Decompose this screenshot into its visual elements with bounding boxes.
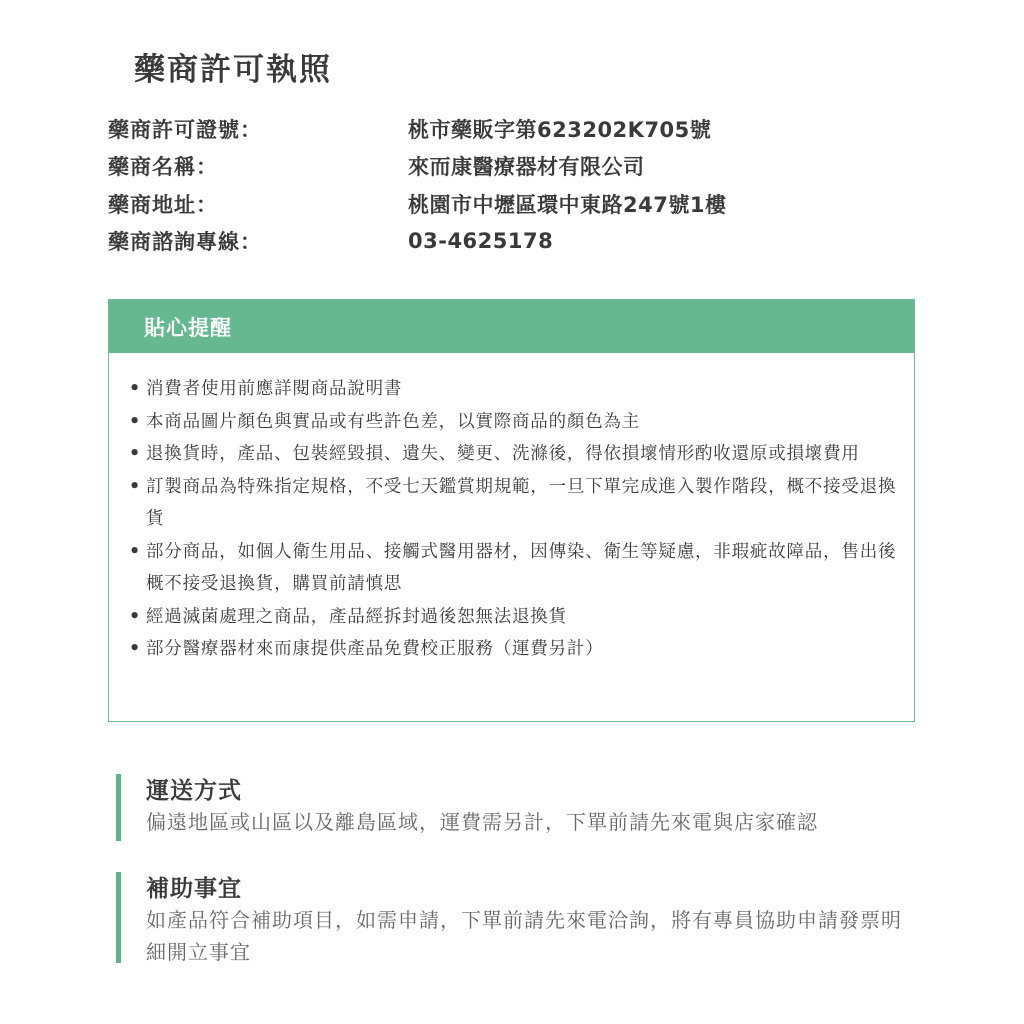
subsidy-body: 如產品符合補助項目，如需申請，下單前請先來電洽詢，將有專員協助申請發票明細開立事宜	[146, 908, 902, 964]
bullet-icon: •	[129, 411, 141, 432]
bullet-icon: •	[129, 639, 141, 659]
company-name-row	[108, 148, 908, 186]
notice-text: 經過滅菌處理之商品，產品經拆封過後恕無法退換貨	[146, 606, 567, 627]
notice-text: 消費者使用前應詳閱商品說明書	[146, 379, 403, 399]
list-item	[129, 373, 903, 406]
hotline-row	[108, 223, 908, 261]
notice-text: 訂製商品為特殊指定規格，不受七天鑑賞期規範，一旦下單完成進入製作階段，概不接受退換貨	[146, 476, 897, 529]
bullet-icon: •	[129, 606, 141, 627]
shipping-section	[116, 774, 906, 841]
bullet-icon: •	[129, 379, 141, 399]
notice-text: 部分醫療器材來而康提供產品免費校正服務（運費另計）	[146, 639, 604, 659]
hotline-label: 藥商諮詢專線：	[108, 230, 262, 255]
license-number-row	[108, 110, 908, 148]
list-item	[129, 633, 903, 666]
notice-text: 部分商品，如個人衛生用品、接觸式醫用器材，因傳染、衛生等疑慮，非瑕疵故障品，售出後概不接受退換貨，購買前請慎思	[146, 541, 897, 594]
subsidy-title: 補助事宜	[146, 876, 242, 902]
notice-text: 退換貨時，產品、包裝經毀損、遺失、變更、洗滌後，得依損壞情形酌收還原或損壞費用	[146, 444, 860, 464]
address-row	[108, 185, 908, 223]
license-info-table	[108, 110, 908, 260]
subsidy-section	[116, 872, 906, 963]
page-title: 藥商許可執照	[134, 52, 332, 88]
shipping-body: 偏遠地區或山區以及離島區域，運費需另計，下單前請先來電與店家確認	[146, 810, 818, 834]
list-item	[129, 471, 903, 536]
list-item	[129, 406, 903, 439]
license-number-value: 桃市藥販字第623202K705號	[408, 117, 712, 142]
company-name-value: 來而康醫療器材有限公司	[408, 155, 645, 180]
list-item	[129, 536, 903, 601]
company-name-label: 藥商名稱：	[108, 155, 218, 180]
list-item	[129, 438, 903, 471]
license-number-label: 藥商許可證號：	[108, 117, 262, 142]
notice-box	[108, 299, 915, 722]
bullet-icon: •	[129, 541, 141, 562]
address-value: 桃園市中壢區環中東路247號1樓	[408, 192, 727, 217]
address-label: 藥商地址：	[108, 192, 218, 217]
bullet-icon: •	[129, 476, 141, 497]
notice-list	[109, 353, 914, 666]
bullet-icon: •	[129, 444, 141, 464]
hotline-value: 03-4625178	[408, 229, 554, 254]
notice-text: 本商品圖片顏色與實品或有些許色差，以實際商品的顏色為主	[146, 411, 641, 432]
list-item	[129, 601, 903, 634]
notice-title: 貼心提醒	[109, 300, 914, 353]
shipping-title: 運送方式	[146, 778, 242, 804]
